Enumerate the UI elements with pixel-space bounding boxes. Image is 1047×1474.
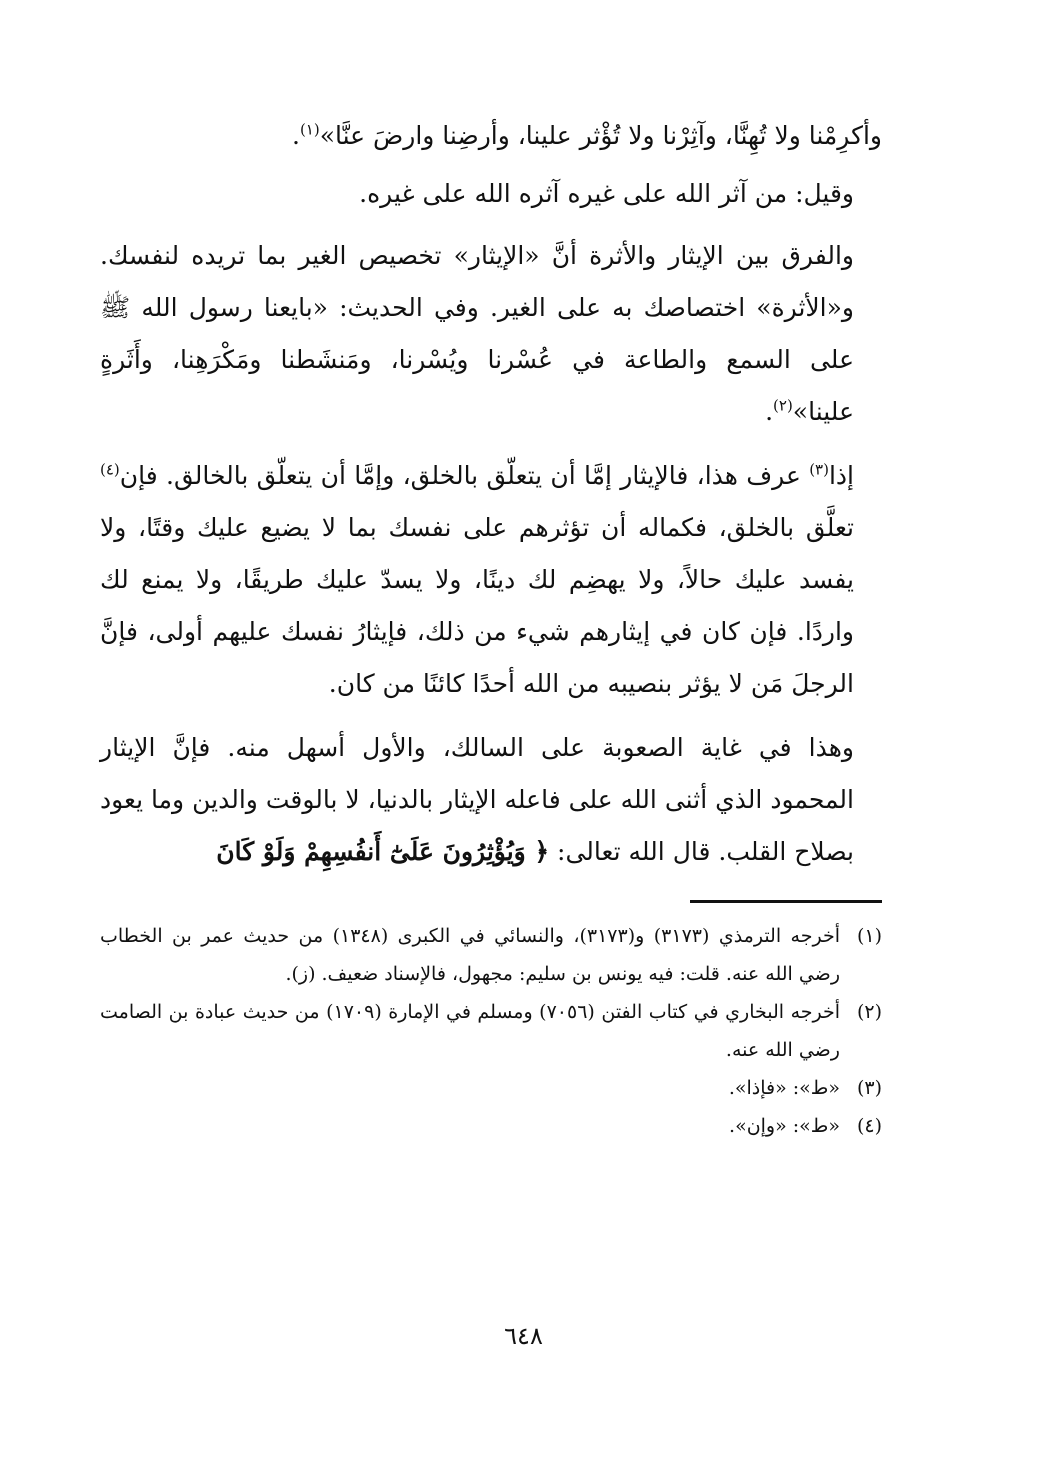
footnote-text: «ط»: «وإن». bbox=[729, 1115, 840, 1137]
footnote-1 bbox=[100, 917, 882, 993]
paragraph-3 bbox=[100, 230, 882, 438]
paragraph-3-text: والفرق بين الإيثار والأثرة أنَّ «الإيثار» تخصيص الغير بما تريده لنفسك. و«الأثرة» اختصاصك به على الغير. وفي الحديث: «بايعنا رسول الله ﷺ على السمع والطاعة في عُسْرنا ويُسْرنا، ومَنشَطنا ومَكْرَهِنا، وأَثَرةٍ علينا» bbox=[100, 241, 854, 426]
paragraph-1 bbox=[100, 110, 882, 162]
footnote-text: «ط»: «فإذا». bbox=[728, 1077, 840, 1099]
footnote-text: أخرجه البخاري في كتاب الفتن (٧٠٥٦) ومسلم في الإمارة (١٧٠٩) من حديث عبادة بن الصامت رضي الله عنه. bbox=[100, 1001, 841, 1061]
quran-verse: ﴿ وَيُؤْثِرُونَ عَلَىٰٓ أَنفُسِهِمْ وَلَوْ كَانَ bbox=[216, 837, 550, 866]
footnote-marker-2[interactable]: (٢) bbox=[773, 396, 793, 415]
footnote-number: (٤) bbox=[856, 1115, 882, 1137]
footnote-marker-1[interactable]: (١) bbox=[299, 120, 320, 139]
page-number: ٦٤٨ bbox=[504, 1322, 543, 1350]
footnote-marker-4[interactable]: (٤) bbox=[100, 460, 120, 479]
footnote-divider bbox=[690, 900, 882, 903]
footnote-2 bbox=[100, 993, 882, 1069]
footnote-marker-3[interactable]: (٣) bbox=[809, 460, 829, 479]
page-body bbox=[100, 110, 882, 1145]
footnote-3 bbox=[100, 1069, 882, 1107]
paragraph-4 bbox=[100, 450, 882, 710]
paragraph-4-start: إذا bbox=[828, 461, 854, 490]
paragraph-4-rest: تعلَّق بالخلق، فكماله أن تؤثرهم على نفسك بما لا يضيع عليك وقتًا، ولا يفسد عليك حالاً، ولا يهضِم لك دينًا، ولا يسدّ عليك طريقًا، ولا يمنع لك واردًا. فإن كان في إيثارهم شيء من ذلك، فإيثارُ نفسك عليهم أولى، فإنَّ الرجلَ مَن لا يؤثر بنصيبه من الله أحدًا كائنًا من كان. bbox=[100, 513, 854, 698]
paragraph-1-text: وأكرِمْنا ولا تُهِنَّا، وآثِرْنا ولا تُؤْثر علينا، وأرضِنا وارضَ عنَّا» bbox=[319, 121, 882, 150]
paragraph-2 bbox=[100, 168, 882, 220]
paragraph-5 bbox=[100, 722, 882, 878]
footnote-number: (٢) bbox=[856, 1001, 882, 1023]
paragraph-5-text: وهذا في غاية الصعوبة على السالك، والأول أسهل منه. فإنَّ الإيثار المحمود الذي أثنى الله على فاعله الإيثار بالدنيا، لا بالوقت والدين وما يعود بصلاح القلب. قال الله تعالى: bbox=[100, 733, 854, 866]
footnotes bbox=[100, 917, 882, 1145]
paragraph-2-text: وقيل: من آثر الله على غيره آثره الله على غيره. bbox=[359, 179, 854, 208]
footnote-4 bbox=[100, 1107, 882, 1145]
paragraph-3-end: . bbox=[765, 397, 774, 426]
paragraph-1-end: . bbox=[291, 121, 300, 150]
paragraph-4-mid: عرف هذا، فالإيثار إمَّا أن يتعلّق بالخلق، وإمَّا أن يتعلّق بالخالق. فإن bbox=[119, 461, 810, 490]
footnote-text: أخرجه الترمذي (٣١٧٣) و(٣١٧٣)، والنسائي في الكبرى (١٣٤٨) من حديث عمر بن الخطاب رضي الله عنه. قلت: فيه يونس بن سليم: مجهول، فالإسناد ضعيف. (ز). bbox=[100, 925, 840, 985]
footnote-number: (٣) bbox=[856, 1077, 882, 1099]
footnote-number: (١) bbox=[856, 925, 882, 947]
